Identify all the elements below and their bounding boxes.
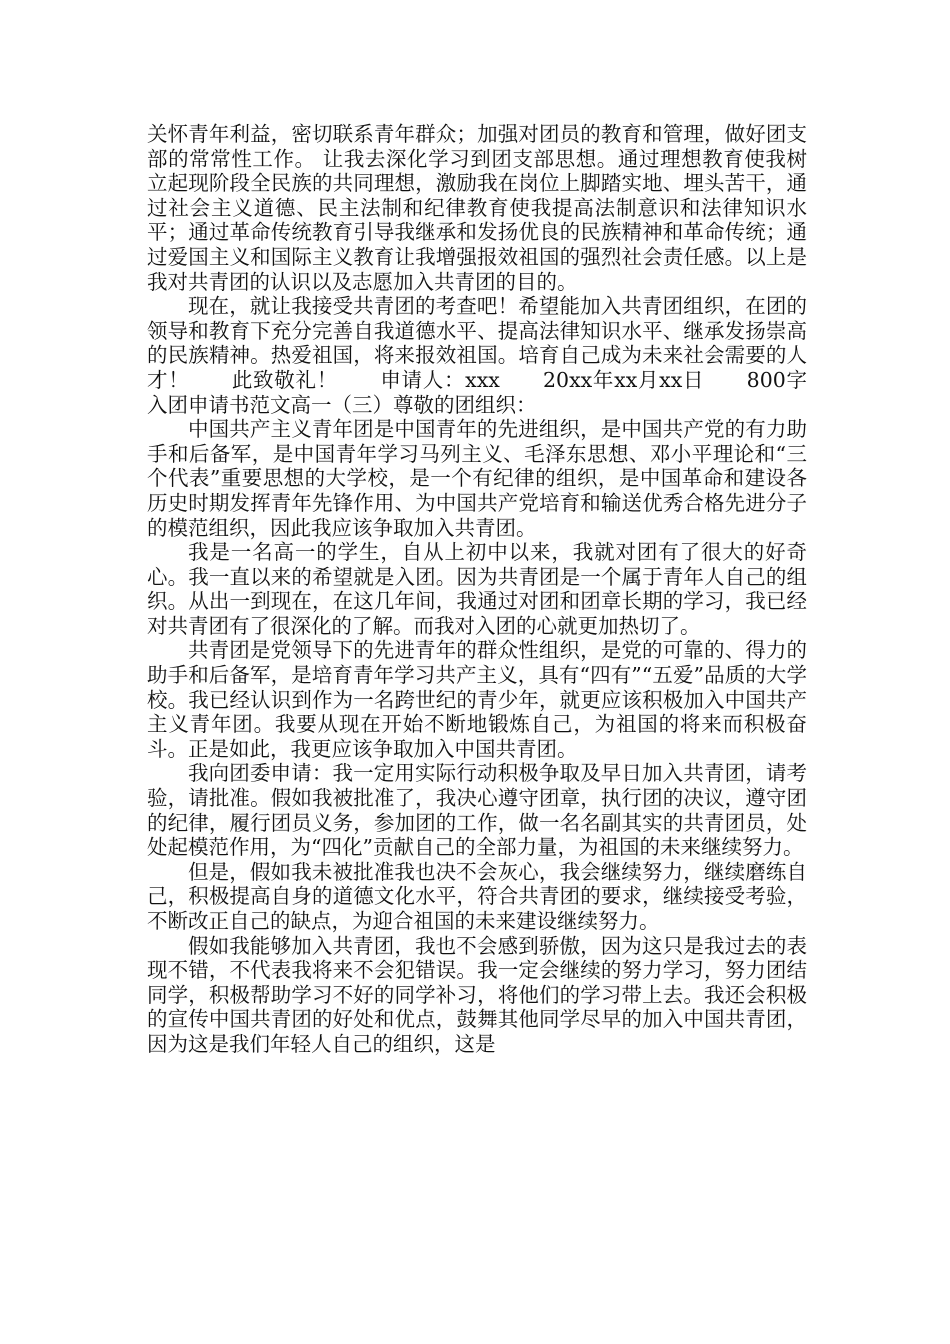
paragraph-5: 共青团是党领导下的先进青年的群众性组织，是党的可靠的、得力的助手和后备军，是培育青年学习共产主义，具有“四有”“五爱”品质的大学校。我已经认识到作为一名跨世纪的青少年，就更应该积极加入中国共产主义青年团。我要从现在开始不断地锻炼自己，为祖国的将来而积极奋斗。正是如此，我更应该争取加入中国共青团。 [147, 638, 807, 761]
paragraph-6: 我向团委申请：我一定用实际行动积极争取及早日加入共青团，请考验，请批准。假如我被批准了，我决心遵守团章，执行团的决议，遵守团的纪律，履行团员义务，参加团的工作，做一名名副其实的共青团员，处处起模范作用，为“四化”贡献自己的全部力量，为祖国的未来继续努力。 [147, 761, 807, 860]
paragraph-4: 我是一名高一的学生，自从上初中以来，我就对团有了很大的好奇心。我一直以来的希望就是入团。因为共青团是一个属于青年人自己的组织。从出一到现在，在这几年间，我通过对团和团章长期的学习，我已经对共青团有了很深化的了解。而我对入团的心就更加热切了。 [147, 540, 807, 638]
paragraph-2: 现在，就让我接受共青团的考查吧！希望能加入共青团组织，在团的领导和教育下充分完善自我道德水平、提高法律知识水平、继承发扬崇高的民族精神。热爱祖国，将来报效祖国。培育自己成为未来社会需要的人才！ 此致敬礼！ 申请人：xxx 20xx年xx月xx日 800字入团申请书范文高一（三）尊敬的团组织： [147, 294, 807, 417]
paragraph-8: 假如我能够加入共青团，我也不会感到骄傲，因为这只是我过去的表现不错，不代表我将来不会犯错误。我一定会继续的努力学习，努力团结同学，积极帮助学习不好的同学补习，将他们的学习带上去。我还会积极的宣传中国共青团的好处和优点，鼓舞其他同学尽早的加入中国共青团，因为这是我们年轻人自己的组织，这是 [147, 933, 807, 1056]
paragraph-1: 关怀青年利益，密切联系青年群众；加强对团员的教育和管理，做好团支部的常常性工作。 让我去深化学习到团支部思想。通过理想教育使我树立起现阶段全民族的共同理想，激励我在岗位上脚踏实地、埋头苦干，通过社会主义道德、民主法制和纪律教育使我提高法制意识和法律知识水平；通过革命传统教育引导我继承和发扬优良的民族精神和革命传统；通过爱国主义和国际主义教育让我增强报效祖国的强烈社会责任感。以上是我对共青团的认识以及志愿加入共青团的目的。 [147, 122, 807, 294]
paragraph-7: 但是，假如我未被批准我也决不会灰心，我会继续努力，继续磨练自己，积极提高自身的道德文化水平，符合共青团的要求，继续接受考验，不断改正自己的缺点，为迎合祖国的未来建设继续努力。 [147, 859, 807, 933]
document-page [147, 122, 807, 1057]
paragraph-3: 中国共产主义青年团是中国青年的先进组织，是中国共产党的有力助手和后备军，是中国青年学习马列主义、毛泽东思想、邓小平理论和“三个代表”重要思想的大学校，是一个有纪律的组织，是中国革命和建设各历史时期发挥青年先锋作用、为中国共产党培育和输送优秀合格先进分子的模范组织，因此我应该争取加入共青团。 [147, 417, 807, 540]
